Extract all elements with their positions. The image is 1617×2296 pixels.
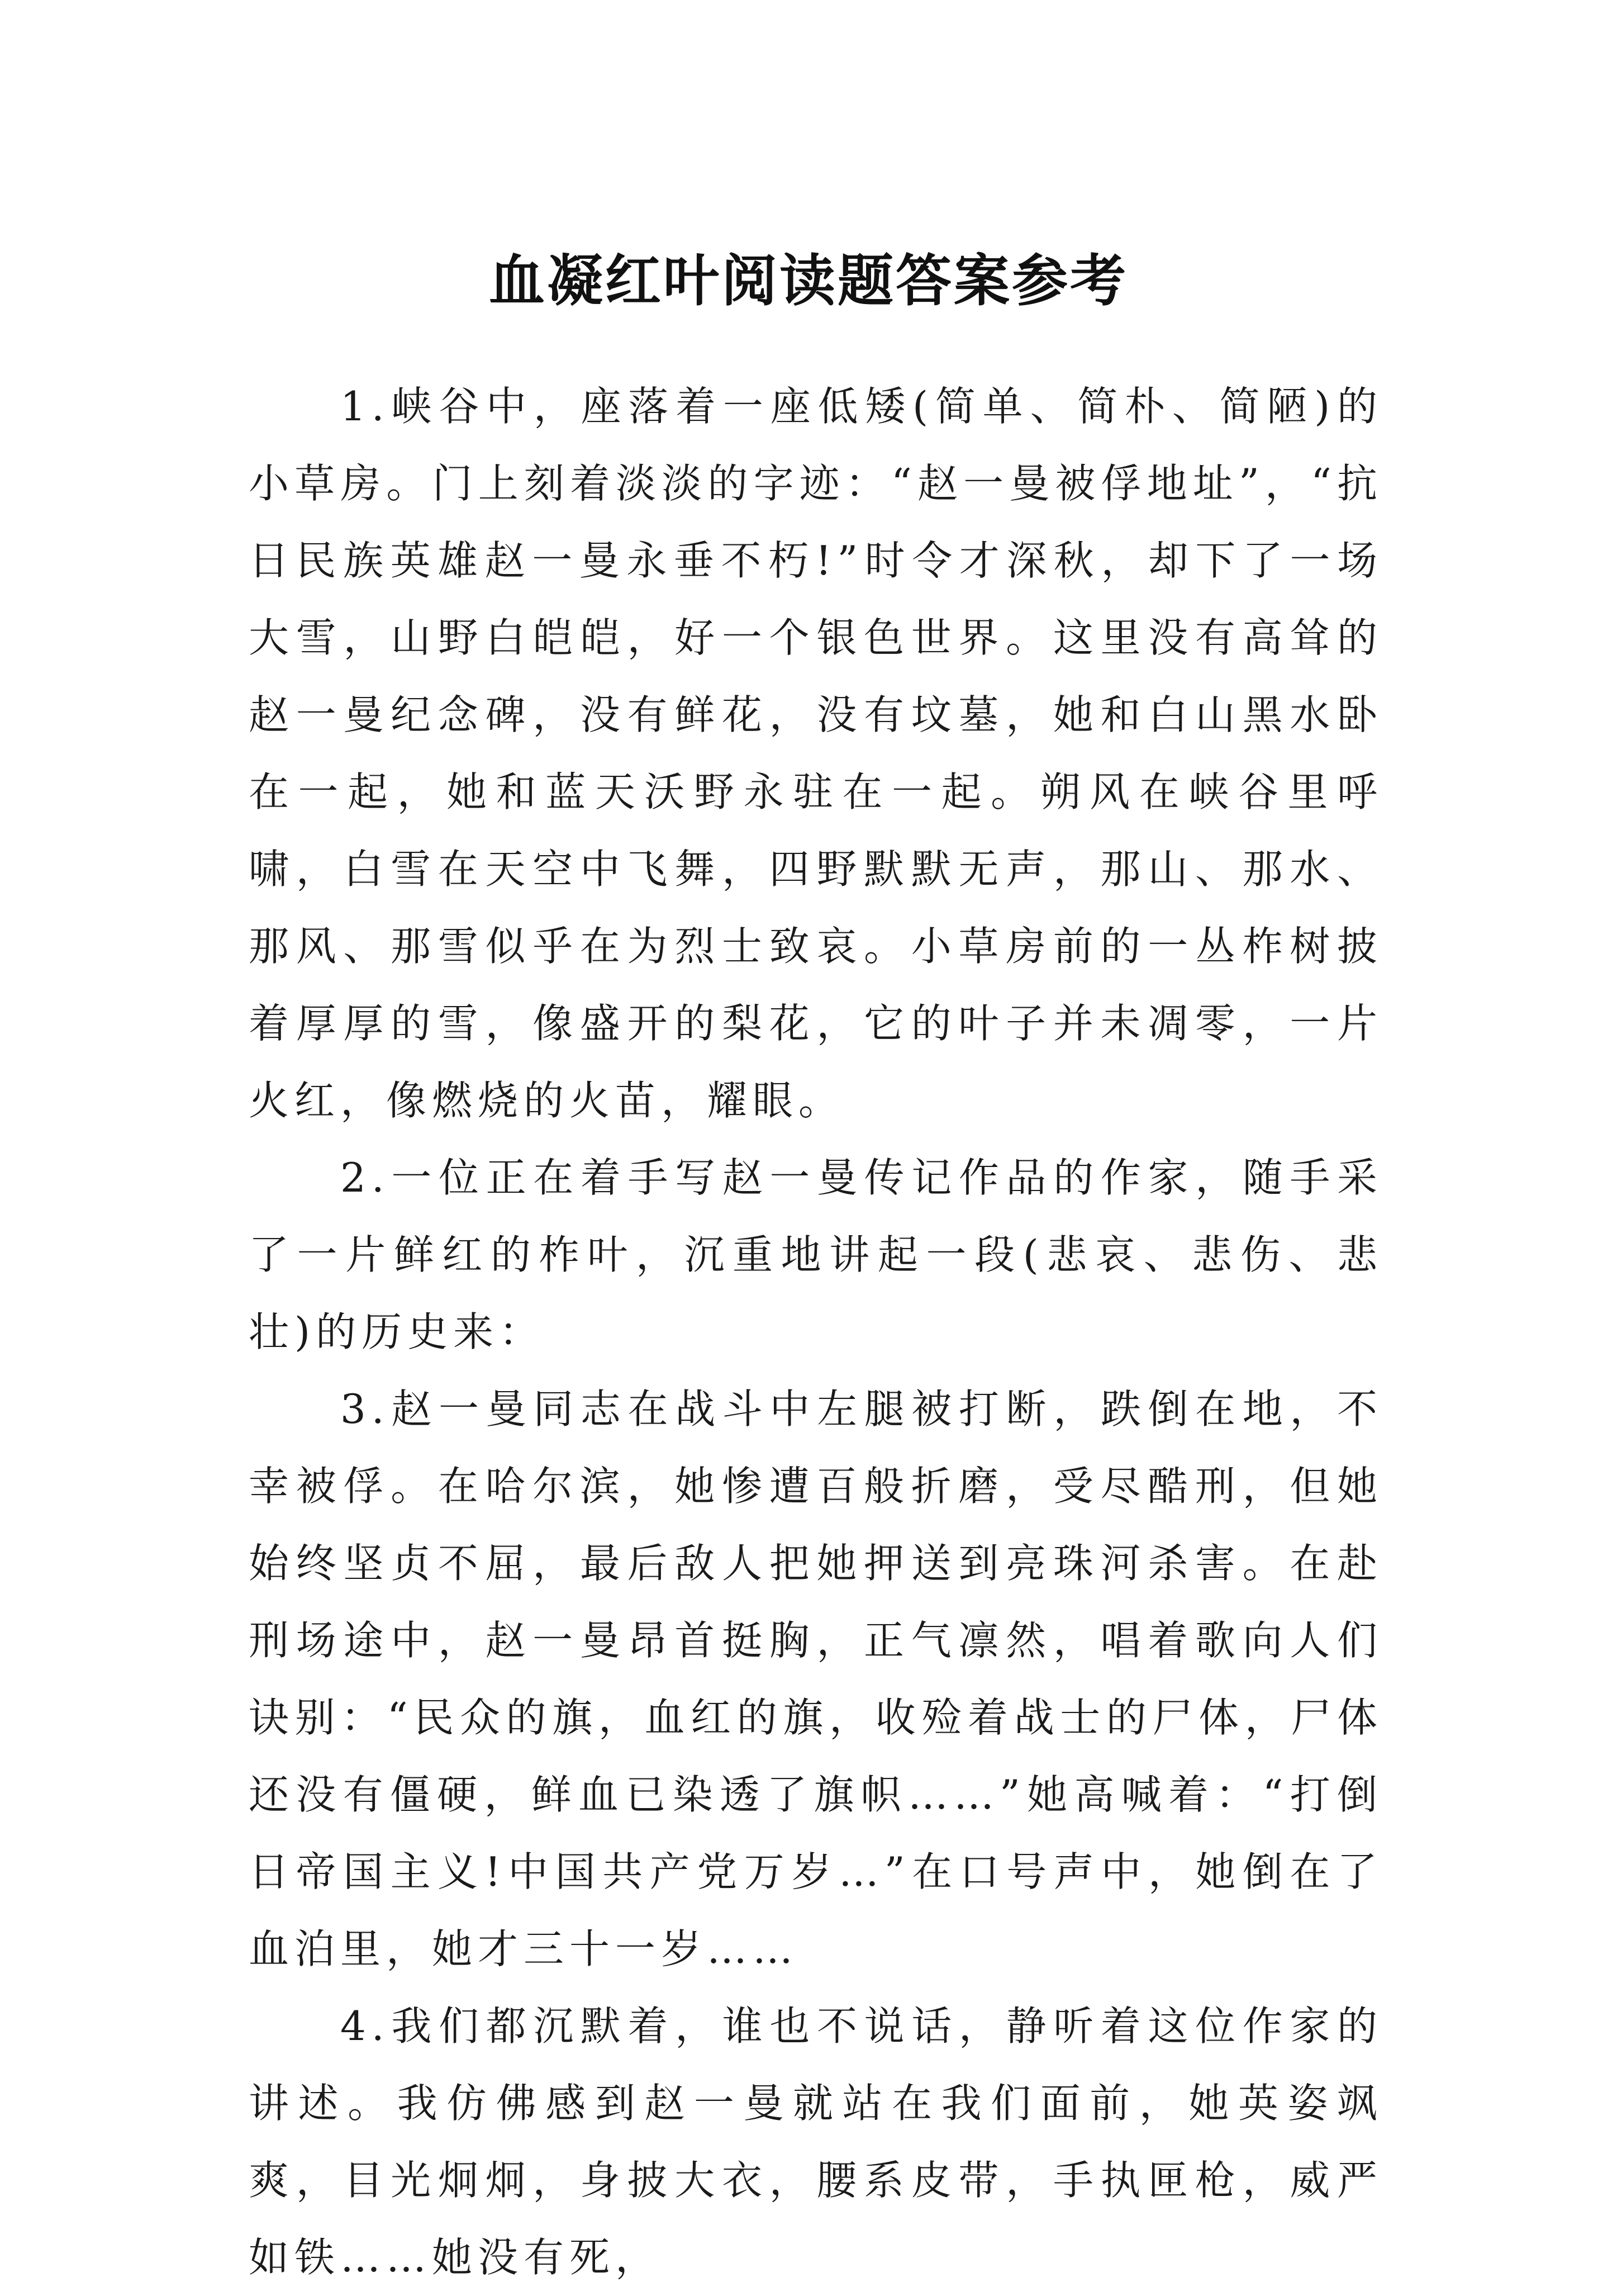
paragraph-4: 4.我们都沉默着，谁也不说话，静听着这位作家的讲述。我仿佛感到赵一曼就站在我们面前，她英姿飒爽，目光炯炯，身披大衣，腰系皮带，手执匣枪，威严如铁……她没有死，: [249, 2003, 1383, 2281]
paragraph-3: 3.赵一曼同志在战斗中左腿被打断，跌倒在地，不幸被俘。在哈尔滨，她惨遭百般折磨，受尽酷刑，但她始终坚贞不屈，最后敌人把她押送到亮珠河杀害。在赴刑场途中，赵一曼昂首挺胸，正气凛然，唱着歌向人们诀别：“民众的旗，血红的旗，收殓着战士的尸体，尸体还没有僵硬，鲜血已染透了旗帜……”她高喊着：“打倒日帝国主义!中国共产党万岁…”在口号声中，她倒在了血泊里，她才三十一岁……: [249, 1386, 1383, 1972]
paragraph-2: 2.一位正在着手写赵一曼传记作品的作家，随手采了一片鲜红的柞叶，沉重地讲起一段(悲哀、悲伤、悲壮)的历史来：: [249, 1154, 1383, 1355]
document-body: [249, 368, 1383, 2296]
paragraph-1: 1.峡谷中，座落着一座低矮(简单、简朴、简陋)的小草房。门上刻着淡淡的字迹：“赵一曼被俘地址”，“抗日民族英雄赵一曼永垂不朽!”时令才深秋，却下了一场大雪，山野白皑皑，好一个银色世界。这里没有高耸的赵一曼纪念碑，没有鲜花，没有坟墓，她和白山黑水卧在一起，她和蓝天沃野永驻在一起。朔风在峡谷里呼啸，白雪在天空中飞舞，四野默默无声，那山、那水、那风、那雪似乎在为烈士致哀。小草房前的一丛柞树披着厚厚的雪，像盛开的梨花，它的叶子并未凋零，一片火红，像燃烧的火苗，耀眼。: [249, 383, 1383, 1124]
document-title: 血凝红叶阅读题答案参考: [489, 248, 1128, 314]
